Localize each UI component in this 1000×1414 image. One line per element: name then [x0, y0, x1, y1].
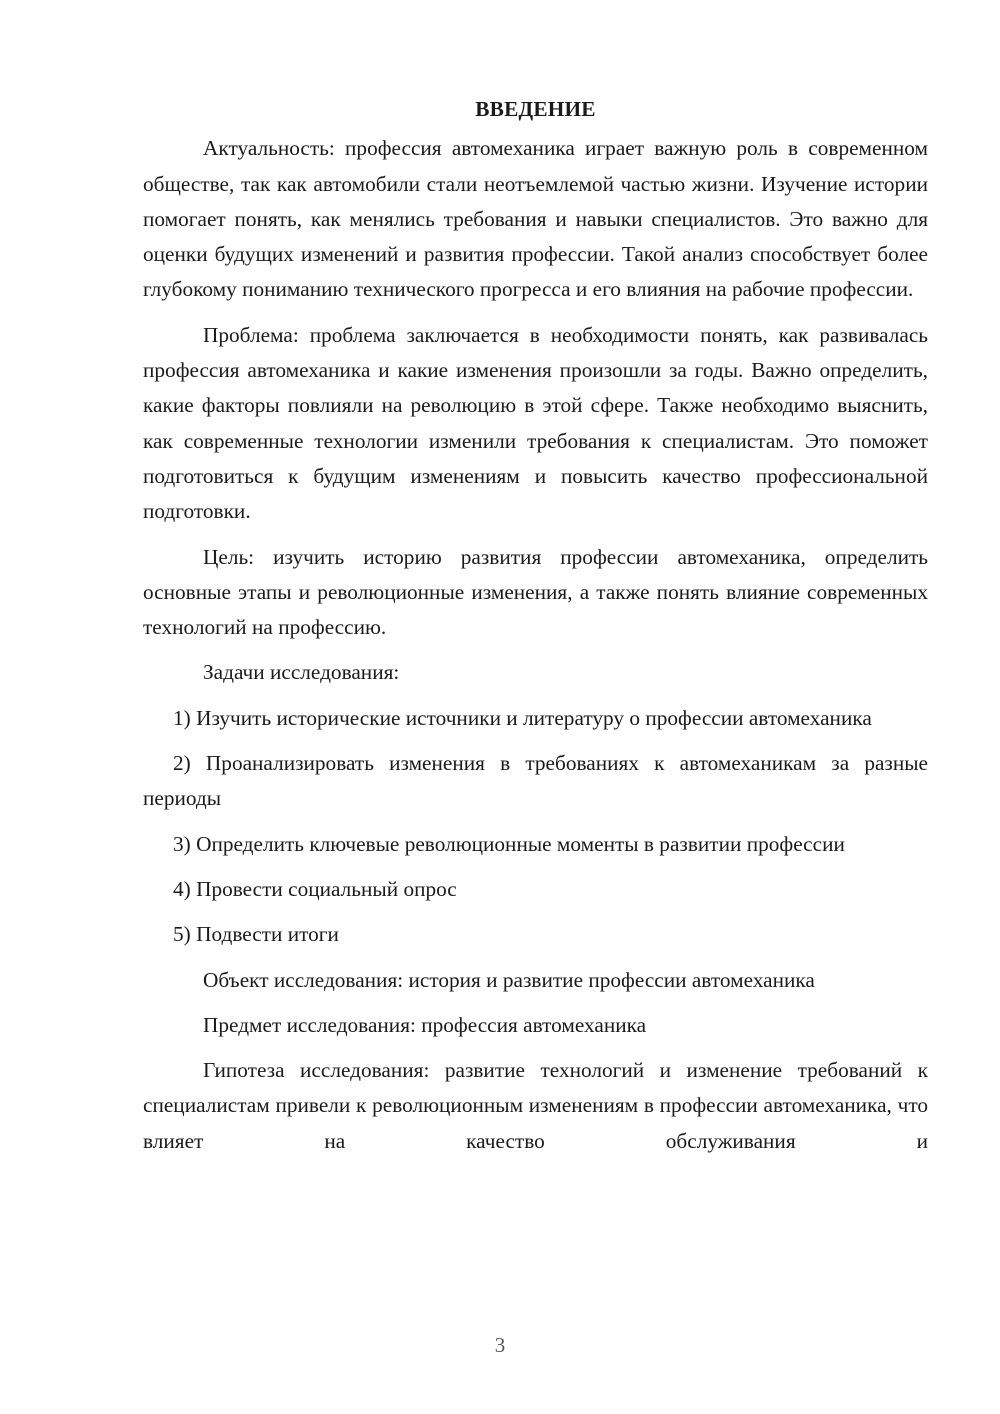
page-title: ВВЕДЕНИЕ [475, 97, 596, 121]
subject-paragraph: Предмет исследования: профессия автомеханика [203, 1012, 647, 1037]
task-item-4: 4) Провести социальный опрос [173, 876, 457, 901]
page-number: 3 [494, 1333, 506, 1357]
task-item-3: 3) Определить ключевые революционные моменты в развитии профессии [173, 831, 845, 856]
task-item-1: 1) Изучить исторические источники и литературу о профессии автомеханика [173, 705, 872, 730]
goal-paragraph: Цель: изучить историю развития профессии автомеханика, определить основные этапы и революционные изменения, а также понять влияние современных технологий на профессию. [143, 544, 928, 640]
task-item-5: 5) Подвести итоги [173, 922, 339, 947]
tasks-heading: Задачи исследования: [203, 660, 400, 685]
document-page [143, 92, 928, 1159]
relevance-paragraph: Актуальность: профессия автомеханика играет важную роль в современном обществе, так как автомобили стали неотъемлемой частью жизни. Изучение истории помогает понять, как менялись требования и навыки специалистов. Это важно для оценки будущих изменений и развития профессии. Такой анализ способствует более глубокому пониманию технического прогресса и его влияния на рабочие профессии. [143, 136, 928, 302]
task-item-2: 2) Проанализировать изменения в требованиях к автомеханикам за разные периоды [143, 751, 928, 811]
hypothesis-paragraph: Гипотеза исследования: развитие технологий и изменение требований к специалистам привели к революционным изменениям в профессии автомеханика, что влияет на качество обслуживания и [143, 1058, 928, 1153]
object-paragraph: Объект исследования: история и развитие профессии автомеханика [203, 967, 815, 992]
problem-paragraph: Проблема: проблема заключается в необходимости понять, как развивалась профессия автомеханика и какие изменения произошли за годы. Важно определить, какие факторы повлияли на революцию в этой сфере. Также необходимо выяснить, как современные технологии изменили требования к специалистам. Это поможет подготовиться к будущим изменениям и повысить качество профессиональной подготовки. [143, 322, 928, 524]
